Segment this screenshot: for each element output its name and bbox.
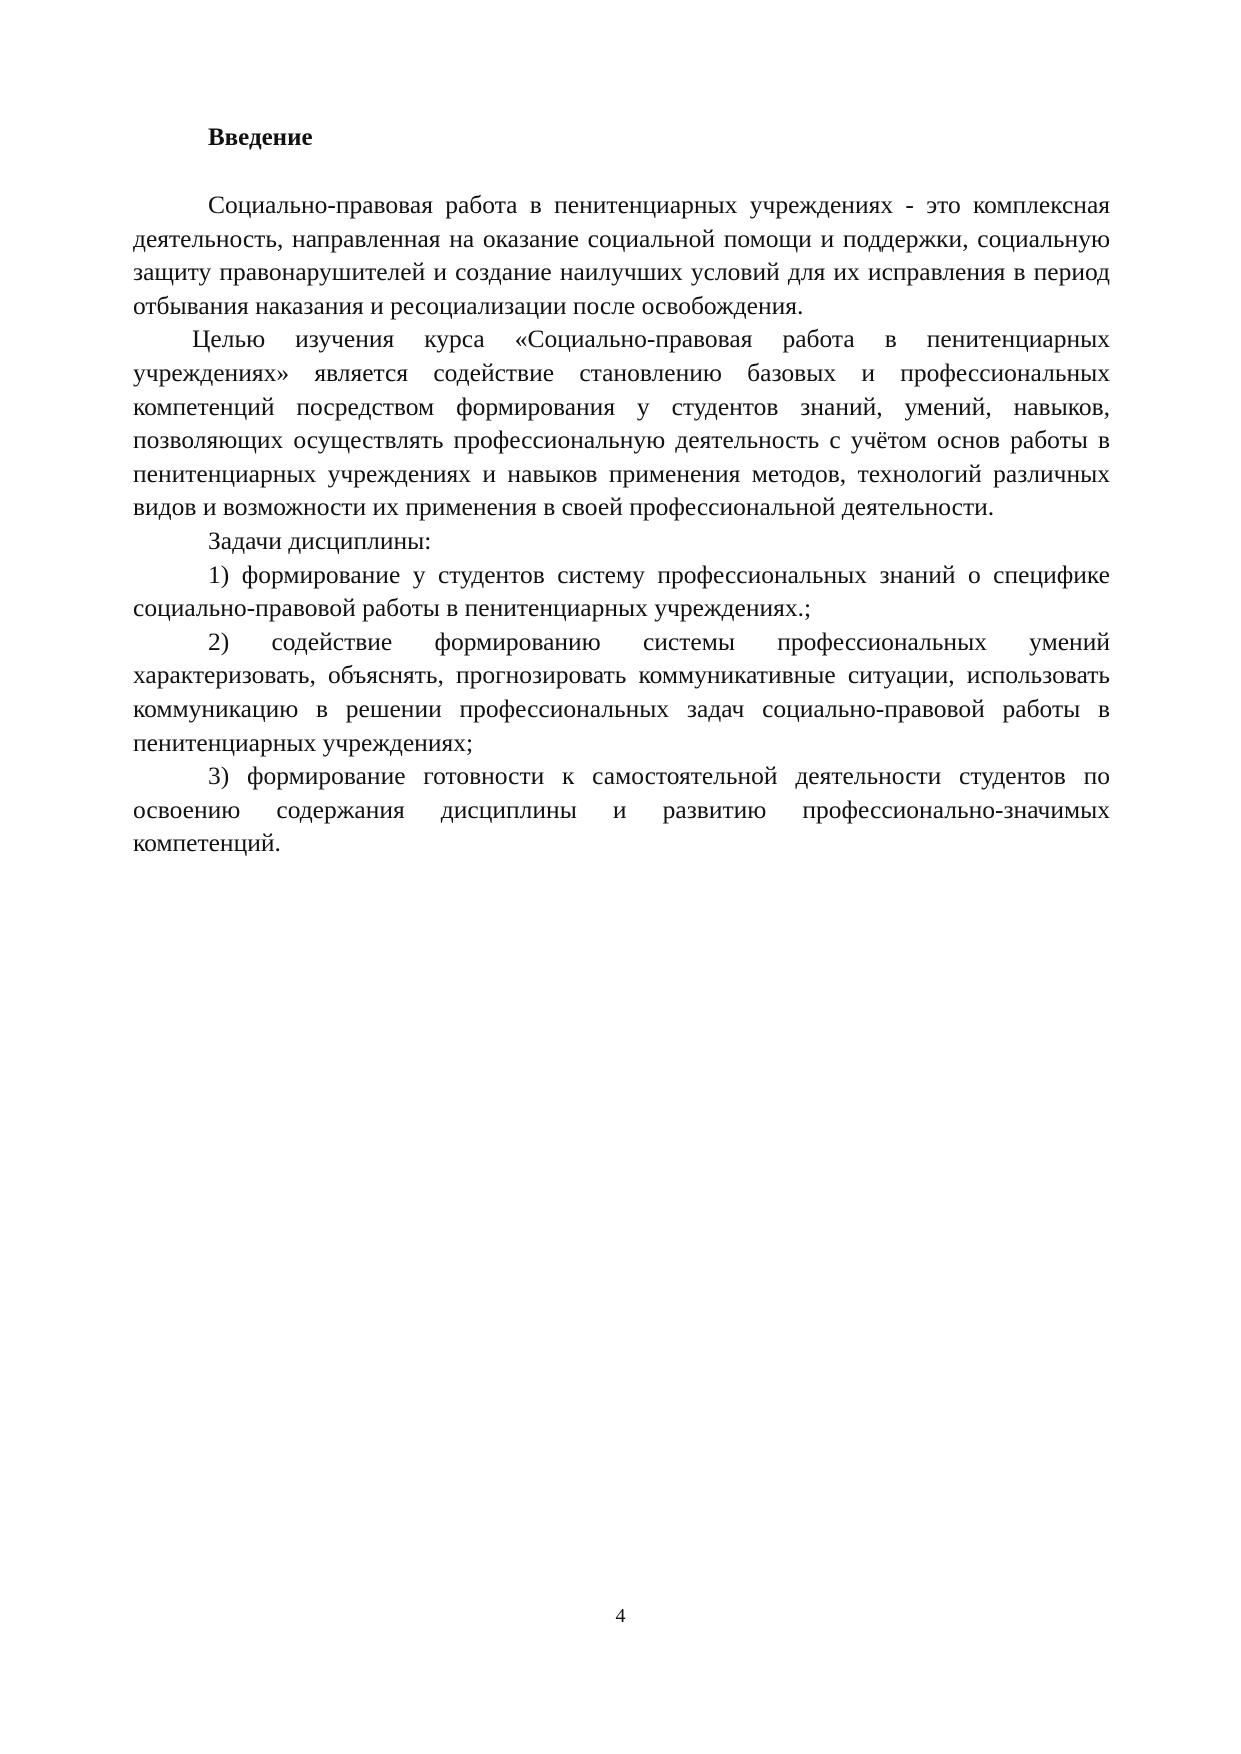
section-heading: Введение xyxy=(208,124,313,151)
body-text xyxy=(133,188,1110,860)
task-item-2: 2) содействие формированию системы профессиональных умений характеризовать, объяснять, прогнозировать коммуникативные ситуации, использовать коммуникацию в решении профессиональных задач социально-правовой работы в пенитенциарных учреждениях; xyxy=(133,626,1110,757)
paragraph-goal: Целью изучения курса «Социально-правовая работа в пенитенциарных учреждениях» является содействие становлению базовых и профессиональных компетенций посредством формирования у студентов знаний, умений, навыков, позволяющих осуществлять профессиональную деятельность с учётом основ работы в пенитенциарных учреждениях и навыков применения методов, технологий различных видов и возможности их применения в своей профессиональной деятельности. xyxy=(133,324,1110,522)
task-item-3: 3) формирование готовности к самостоятельной деятельности студентов по освоению содержания дисциплины и развитию профессионально-значимых компетенций. xyxy=(133,761,1110,858)
tasks-label: Задачи дисциплины: xyxy=(208,525,432,555)
paragraph-intro: Социально-правовая работа в пенитенциарных учреждениях - это комплексная деятельность, направленная на оказание социальной помощи и поддержки, социальную защиту правонарушителей и создание наилучших условий для их исправления в период отбывания наказания и ресоциализации после освобождения. xyxy=(133,190,1110,320)
page-number: 4 xyxy=(615,1605,626,1627)
task-item-1: 1) формирование у студентов систему профессиональных знаний о специфике социально-правовой работы в пенитенциарных учреждениях.; xyxy=(133,559,1110,623)
